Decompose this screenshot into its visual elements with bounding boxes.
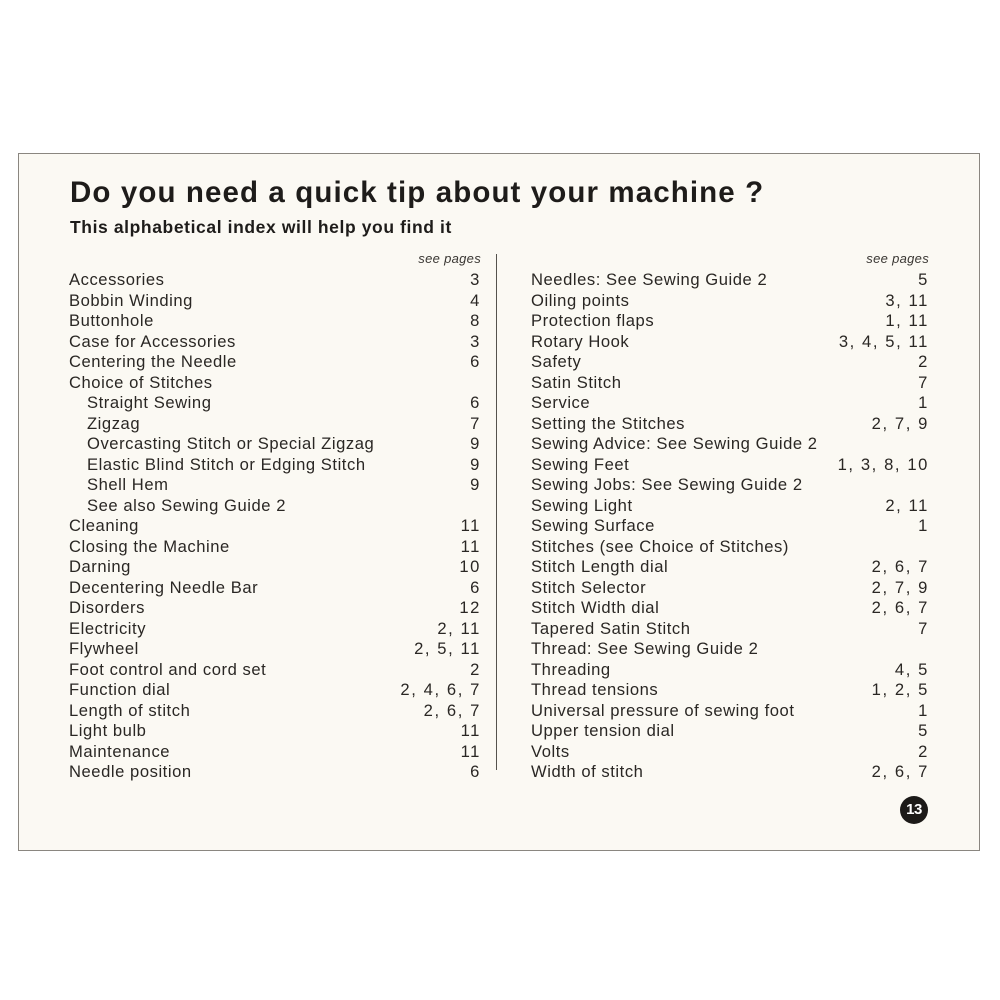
entry-label: Service bbox=[531, 393, 591, 412]
entry-label: Overcasting Stitch or Special Zigzag bbox=[87, 434, 375, 453]
entry-pages: 2 bbox=[470, 659, 481, 679]
entry-pages: 1 bbox=[918, 516, 929, 535]
index-subentry bbox=[69, 414, 481, 435]
entry-pages: 2, 6, 7 bbox=[423, 700, 481, 720]
entry-pages: 7 bbox=[470, 413, 481, 433]
entry-label: Maintenance bbox=[69, 741, 171, 761]
entry-label: Straight Sewing bbox=[87, 393, 212, 412]
entry-label: Width of stitch bbox=[531, 762, 644, 781]
entry-label: Stitch Width dial bbox=[531, 598, 660, 617]
entry-pages: 9 bbox=[470, 434, 481, 453]
entry-label: Thread tensions bbox=[531, 680, 659, 699]
index-entry bbox=[69, 578, 481, 599]
entry-pages: 3, 4, 5, 11 bbox=[838, 331, 929, 351]
entry-label: Satin Stitch bbox=[531, 372, 622, 392]
index-entry bbox=[531, 311, 929, 332]
entry-label: Sewing Advice: See Sewing Guide 2 bbox=[531, 434, 818, 453]
index-subentry bbox=[69, 393, 481, 414]
entry-pages: 2, 7, 9 bbox=[871, 413, 929, 433]
index-subentry bbox=[69, 455, 481, 476]
index-entry bbox=[69, 291, 481, 312]
entry-pages: 2, 11 bbox=[885, 495, 929, 515]
entry-pages: 1, 3, 8, 10 bbox=[837, 454, 929, 474]
index-entry bbox=[531, 619, 929, 640]
entry-label: Tapered Satin Stitch bbox=[531, 618, 691, 638]
index-entry bbox=[69, 516, 481, 537]
see-pages-header: see pages bbox=[418, 251, 481, 266]
entry-pages: 6 bbox=[470, 393, 481, 412]
index-entry bbox=[531, 373, 929, 394]
entry-label: Bobbin Winding bbox=[69, 290, 193, 310]
index-entry bbox=[531, 455, 929, 476]
index-entry bbox=[531, 537, 929, 558]
index-entry bbox=[69, 680, 481, 701]
entry-label: Choice of Stitches bbox=[69, 372, 213, 392]
entry-label: Buttonhole bbox=[69, 311, 154, 330]
entry-pages: 12 bbox=[459, 598, 481, 617]
index-entry bbox=[531, 516, 929, 537]
entry-pages: 2, 7, 9 bbox=[871, 577, 929, 597]
entry-label: Electricity bbox=[69, 618, 147, 638]
entry-pages: 2, 11 bbox=[437, 618, 481, 638]
index-entry bbox=[531, 393, 929, 414]
page-subtitle: This alphabetical index will help you find it bbox=[70, 217, 452, 237]
entry-label: Accessories bbox=[69, 270, 165, 289]
entry-label: Thread: See Sewing Guide 2 bbox=[531, 639, 759, 658]
index-entry bbox=[531, 762, 929, 783]
entry-label: Needles: See Sewing Guide 2 bbox=[531, 270, 768, 289]
index-entry bbox=[531, 680, 929, 701]
entry-pages: 11 bbox=[460, 721, 481, 740]
entry-label: Case for Accessories bbox=[69, 331, 236, 351]
entry-label: Safety bbox=[531, 352, 582, 371]
index-entry bbox=[69, 762, 481, 783]
index-entry bbox=[69, 639, 481, 660]
index-entry bbox=[531, 742, 929, 763]
entry-label: Setting the Stitches bbox=[531, 413, 685, 433]
index-entry bbox=[69, 311, 481, 332]
entry-label: See also Sewing Guide 2 bbox=[87, 495, 286, 515]
entry-pages: 11 bbox=[460, 741, 481, 761]
entry-label: Cleaning bbox=[69, 516, 139, 535]
entry-pages: 9 bbox=[470, 475, 481, 494]
entry-label: Decentering Needle Bar bbox=[69, 577, 259, 597]
index-entry bbox=[69, 270, 481, 291]
index-entry bbox=[69, 373, 481, 394]
entry-pages: 2, 6, 7 bbox=[871, 762, 929, 781]
manual-page bbox=[18, 153, 980, 851]
index-entry bbox=[531, 578, 929, 599]
page-title: Do you need a quick tip about your machine ? bbox=[70, 176, 765, 209]
entry-label: Sewing Surface bbox=[531, 516, 655, 535]
entry-label: Universal pressure of sewing foot bbox=[531, 700, 795, 720]
index-entry bbox=[531, 496, 929, 517]
entry-pages: 1 bbox=[918, 700, 929, 720]
entry-label: Stitches (see Choice of Stitches) bbox=[531, 536, 789, 556]
index-entry bbox=[531, 414, 929, 435]
column-divider bbox=[496, 254, 497, 770]
entry-label: Darning bbox=[69, 557, 131, 576]
index-entry bbox=[69, 598, 481, 619]
entry-pages: 4, 5 bbox=[894, 659, 929, 679]
entry-label: Stitch Selector bbox=[531, 577, 647, 597]
index-entry bbox=[531, 434, 929, 455]
entry-label: Centering the Needle bbox=[69, 352, 237, 371]
index-column-right bbox=[531, 250, 929, 783]
entry-label: Threading bbox=[531, 659, 611, 679]
index-entry bbox=[69, 721, 481, 742]
entry-pages: 6 bbox=[470, 577, 481, 597]
see-pages-header: see pages bbox=[866, 251, 929, 266]
entry-label: Protection flaps bbox=[531, 311, 655, 330]
entry-label: Flywheel bbox=[69, 639, 139, 658]
index-entry bbox=[531, 270, 929, 291]
entry-pages: 2, 5, 11 bbox=[414, 639, 481, 658]
entry-pages: 5 bbox=[918, 270, 929, 289]
index-entry bbox=[531, 291, 929, 312]
entry-pages: 4 bbox=[470, 290, 481, 310]
index-entry bbox=[531, 660, 929, 681]
entry-label: Sewing Light bbox=[531, 495, 633, 515]
entry-pages: 2, 4, 6, 7 bbox=[400, 680, 481, 699]
entry-pages: 2, 6, 7 bbox=[871, 598, 929, 617]
entry-pages: 3 bbox=[470, 270, 481, 289]
entry-label: Stitch Length dial bbox=[531, 557, 669, 576]
entry-pages: 1 bbox=[918, 393, 929, 412]
index-entry bbox=[69, 619, 481, 640]
entry-pages: 6 bbox=[470, 352, 481, 371]
entry-label: Oiling points bbox=[531, 290, 630, 310]
entry-pages: 1, 2, 5 bbox=[871, 680, 929, 699]
entry-pages: 2 bbox=[918, 741, 929, 761]
entry-label: Volts bbox=[531, 741, 570, 761]
index-entry bbox=[69, 332, 481, 353]
entry-label: Upper tension dial bbox=[531, 721, 675, 740]
entry-label: Needle position bbox=[69, 762, 192, 781]
entry-label: Closing the Machine bbox=[69, 536, 230, 556]
index-subentry bbox=[69, 434, 481, 455]
index-column-left bbox=[69, 250, 481, 783]
entry-pages: 9 bbox=[470, 454, 481, 474]
index-entry bbox=[69, 660, 481, 681]
entry-label: Function dial bbox=[69, 680, 171, 699]
entry-label: Sewing Jobs: See Sewing Guide 2 bbox=[531, 475, 803, 494]
entry-pages: 1, 11 bbox=[885, 311, 929, 330]
index-entry bbox=[69, 352, 481, 373]
entry-label: Rotary Hook bbox=[531, 331, 630, 351]
index-entry bbox=[69, 701, 481, 722]
index-entry bbox=[69, 557, 481, 578]
entry-pages: 5 bbox=[918, 721, 929, 740]
index-entry bbox=[531, 721, 929, 742]
entry-pages: 3, 11 bbox=[885, 290, 929, 310]
entry-pages: 6 bbox=[470, 762, 481, 781]
entry-pages: 11 bbox=[460, 516, 481, 535]
entry-label: Foot control and cord set bbox=[69, 659, 267, 679]
entry-pages: 7 bbox=[918, 618, 929, 638]
index-subentry bbox=[69, 475, 481, 496]
entry-label: Sewing Feet bbox=[531, 454, 630, 474]
entry-pages: 11 bbox=[460, 536, 481, 556]
entry-pages: 2, 6, 7 bbox=[871, 557, 929, 576]
entry-pages: 7 bbox=[918, 372, 929, 392]
index-entry bbox=[531, 352, 929, 373]
index-entry bbox=[69, 742, 481, 763]
entry-pages: 8 bbox=[470, 311, 481, 330]
entry-label: Light bulb bbox=[69, 721, 147, 740]
entry-label: Zigzag bbox=[87, 413, 141, 433]
entry-pages: 3 bbox=[470, 331, 481, 351]
index-entry bbox=[531, 557, 929, 578]
index-entry bbox=[531, 639, 929, 660]
entry-pages: 10 bbox=[459, 557, 481, 576]
entry-label: Disorders bbox=[69, 598, 145, 617]
entry-label: Elastic Blind Stitch or Edging Stitch bbox=[87, 454, 366, 474]
entry-label: Length of stitch bbox=[69, 700, 191, 720]
index-entry bbox=[531, 598, 929, 619]
entry-pages: 2 bbox=[918, 352, 929, 371]
index-entry bbox=[531, 701, 929, 722]
index-entry bbox=[531, 475, 929, 496]
index-entry bbox=[69, 537, 481, 558]
entry-label: Shell Hem bbox=[87, 475, 169, 494]
index-entry bbox=[531, 332, 929, 353]
index-subentry bbox=[69, 496, 481, 517]
page-number-badge: 13 bbox=[900, 796, 928, 824]
